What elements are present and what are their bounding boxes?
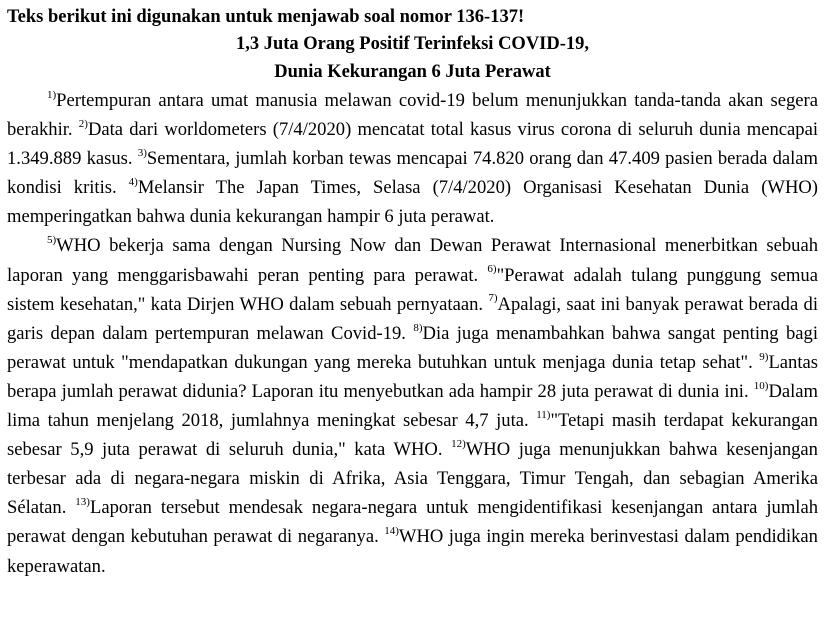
article-title-line-1: 1,3 Juta Orang Positif Terinfeksi COVID-19,	[235, 34, 590, 54]
sentence: Melansir The Japan Times, Selasa (7/4/2020) Organisasi Kesehatan Dunia (WHO) memperingatkan bahwa dunia kekurangan hampir 6 juta perawat.	[7, 177, 818, 228]
sentence: Pertempuran antara umat manusia melawan covid-19 belum menunjukkan tanda-tanda akan segera berakhir.	[7, 90, 818, 141]
sentence: WHO juga ingin mereka berinvestasi dalam pendidikan keperawatan.	[7, 526, 818, 577]
sentence: Dalam lima tahun menjelang 2018, jumlahnya meningkat sebesar 4,7 juta.	[7, 380, 818, 432]
sentence-number: 8)	[413, 321, 423, 334]
sentence-number: 2)	[78, 117, 88, 130]
sentence-number: 5)	[47, 234, 57, 247]
sentence: WHO juga menunjukkan bahwa kesenjangan terbesar ada di negara-negara miskin di Afrika, Asia Tenggara, Timur Tengah, dan sebagian Amerika Sélatan.	[7, 439, 818, 519]
sentence-number: 4)	[128, 176, 138, 189]
sentence-number: 9)	[759, 350, 769, 363]
sentence-number: 12)	[451, 437, 466, 450]
sentence: Laporan tersebut mendesak negara-negara untuk mengidentifikasi kesenjangan antara jumlah perawat dengan kebutuhan perawat di negaranya.	[7, 497, 818, 548]
sentence: Data dari worldometers (7/4/2020) mencatat total kasus virus corona di seluruh dunia mencapai 1.349.889 kasus.	[7, 119, 818, 170]
sentence-number: 3)	[137, 147, 147, 159]
sentence: "Perawat adalah tulang punggung semua sistem kesehatan," kata Dirjen WHO dalam sebuah pernyataan.	[7, 264, 818, 315]
sentence: Apalagi, saat ini banyak perawat berada di garis depan dalam pertempuran melawan Covid-19.	[7, 293, 818, 344]
instruction-heading: Teks berikut ini digunakan untuk menjawab soal nomor 136-137!	[7, 7, 525, 27]
sentence: Lantas berapa jumlah perawat didunia? Laporan itu menyebutkan ada hampir 28 juta perawat di dunia ini.	[7, 351, 818, 402]
sentence-number: 14)	[384, 525, 399, 538]
sentence-number: 10)	[753, 379, 769, 392]
sentence-number: 11)	[536, 408, 551, 421]
paragraph-1	[7, 86, 818, 231]
sentence: "Tetapi masih terdapat kekurangan sebesar 5,9 juta perawat di seluruh dunia," kata WHO.	[7, 410, 818, 461]
sentence-number: 6)	[487, 263, 497, 276]
article-title-line-2: Dunia Kekurangan 6 Juta Perawat	[274, 62, 551, 82]
paragraph-2	[7, 231, 818, 580]
sentence-number: 7)	[488, 292, 498, 305]
sentence: WHO bekerja sama dengan Nursing Now dan Dewan Perawat Internasional menerbitkan sebuah laporan yang menggarisbawahi peran penting para perawat.	[7, 235, 818, 286]
sentence: Dia juga menambahkan bahwa sangat penting bagi perawat untuk "mendapatkan dukungan yang mereka butuhkan untuk menjaga dunia tetap sehat".	[7, 322, 819, 373]
sentence: Sementara, jumlah korban tewas mencapai 74.820 orang dan 47.409 pasien berada dalam kondisi kritis.	[7, 148, 818, 199]
sentence-number: 1)	[47, 88, 57, 101]
sentence-number: 13)	[75, 496, 90, 509]
